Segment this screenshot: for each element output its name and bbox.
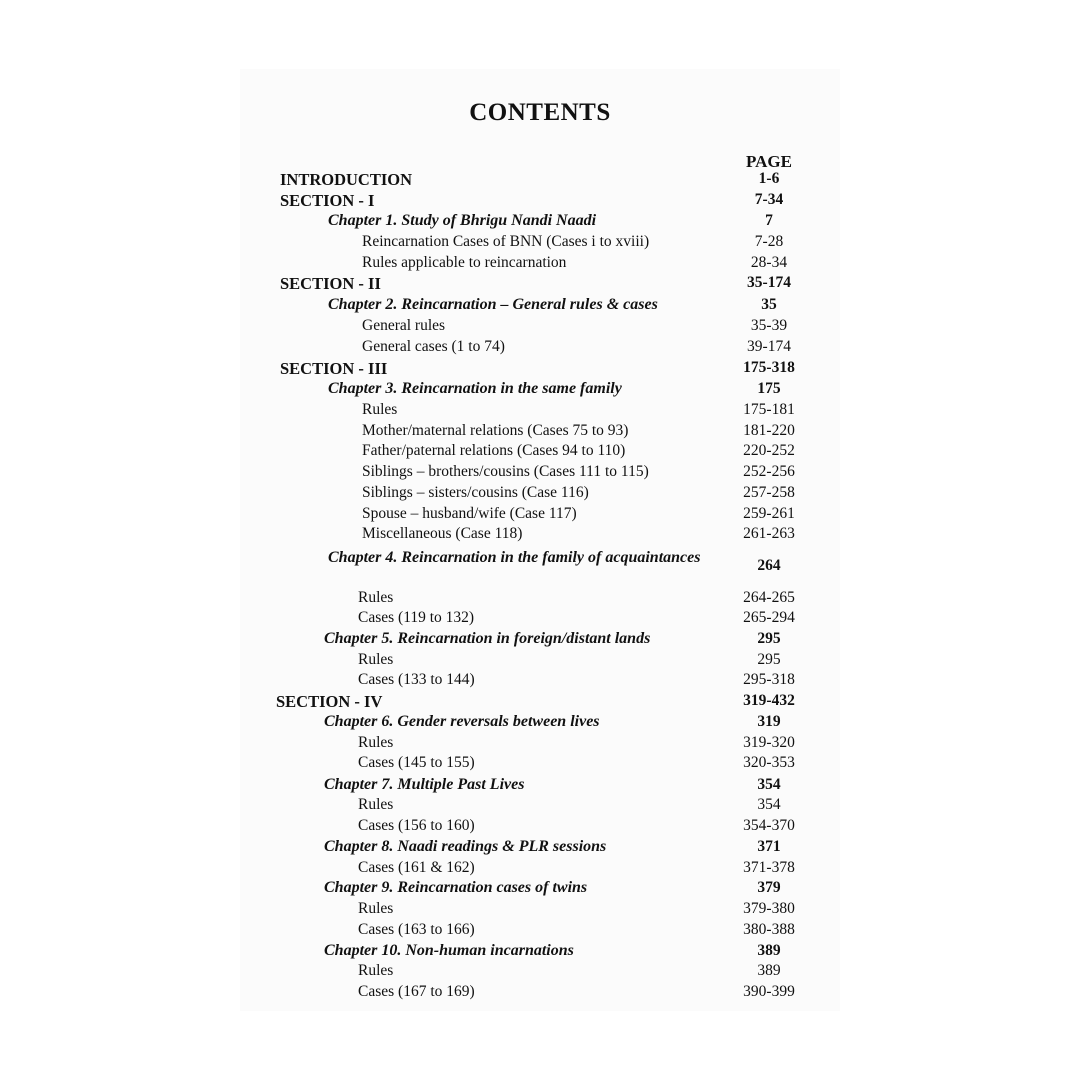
entry-page-number: 265-294 [743, 609, 795, 626]
entry-page-number: 35-39 [750, 317, 788, 334]
entry-label: Chapter 5. Reincarnation in foreign/distant lands [324, 630, 651, 647]
entry-page-number: 39-174 [747, 338, 791, 355]
entry-label: Rules applicable to reincarnation [362, 254, 567, 271]
entry-page-number: 264-265 [743, 589, 795, 606]
entry-page-number: 252-256 [743, 463, 795, 480]
entry-page-number: 354-370 [743, 817, 795, 834]
entry-page-number: 389 [757, 962, 781, 979]
entry-page-number: 1-6 [758, 170, 780, 187]
entry-page-number: 259-261 [743, 505, 795, 522]
entry-page-number: 319-320 [743, 734, 795, 751]
entry-label: Siblings – sisters/cousins (Case 116) [362, 484, 589, 501]
entry-label: Miscellaneous (Case 118) [362, 525, 523, 542]
entry-label: Chapter 9. Reincarnation cases of twins [324, 879, 588, 896]
contents-page [240, 69, 840, 1011]
entry-label: Cases (133 to 144) [358, 671, 475, 688]
entry-label: Chapter 4. Reincarnation in the family of acquaintances [328, 549, 701, 566]
entry-label: Chapter 1. Study of Bhrigu Nandi Naadi [328, 212, 597, 229]
entry-label: Cases (145 to 155) [358, 754, 475, 771]
entry-label: Cases (161 & 162) [358, 859, 475, 876]
entry-label: Cases (156 to 160) [358, 817, 475, 834]
page-column-header: PAGE [746, 152, 792, 171]
entry-label: Chapter 8. Naadi readings & PLR sessions [324, 838, 607, 855]
entry-label: General rules [362, 317, 446, 334]
entry-label: INTRODUCTION [280, 170, 413, 189]
entry-page-number: 354 [757, 776, 781, 793]
entry-label: Rules [358, 734, 394, 751]
entry-page-number: 320-353 [743, 754, 795, 771]
entry-page-number: 257-258 [743, 484, 795, 501]
entry-label: Rules [358, 962, 394, 979]
entry-label: Father/paternal relations (Cases 94 to 110) [362, 442, 626, 459]
entry-page-number: 175-181 [743, 401, 795, 418]
entry-page-number: 175-318 [743, 359, 795, 376]
entry-page-number: 7-34 [754, 191, 784, 208]
entry-label: Cases (167 to 169) [358, 983, 475, 1000]
entry-page-number: 379 [757, 879, 781, 896]
entry-page-number: 175 [757, 380, 781, 397]
entry-label: SECTION - IV [276, 692, 383, 711]
entry-page-number: 380-388 [743, 921, 795, 938]
entry-label: Rules [362, 401, 398, 418]
entry-label: Reincarnation Cases of BNN (Cases i to xviii) [362, 233, 650, 250]
entry-page-number: 264 [757, 557, 781, 574]
entry-label: SECTION - III [280, 359, 388, 378]
entry-label: Chapter 10. Non-human incarnations [324, 942, 574, 959]
entry-page-number: 181-220 [743, 422, 795, 439]
entry-page-number: 389 [757, 942, 781, 959]
entry-page-number: 319 [757, 713, 781, 730]
entry-page-number: 371 [757, 838, 781, 855]
entry-page-number: 28-34 [750, 254, 788, 271]
entry-label: Rules [358, 651, 394, 668]
contents-title: CONTENTS [469, 99, 611, 126]
entry-label: Chapter 7. Multiple Past Lives [324, 776, 525, 793]
entry-page-number: 295-318 [743, 671, 795, 688]
entry-label: Cases (119 to 132) [358, 609, 475, 626]
entry-page-number: 295 [757, 630, 781, 647]
entry-label: Rules [358, 796, 394, 813]
entry-page-number: 35 [761, 296, 777, 313]
entry-label: Chapter 6. Gender reversals between lives [324, 713, 600, 730]
entry-label: Mother/maternal relations (Cases 75 to 93) [362, 422, 629, 439]
entry-label: Spouse – husband/wife (Case 117) [362, 505, 577, 522]
entry-page-number: 379-380 [743, 900, 795, 917]
entry-page-number: 371-378 [743, 859, 795, 876]
entry-page-number: 319-432 [743, 692, 795, 709]
entry-label: SECTION - I [280, 191, 375, 210]
entry-label: General cases (1 to 74) [362, 338, 505, 355]
entry-page-number: 390-399 [743, 983, 795, 1000]
entry-label: Chapter 3. Reincarnation in the same family [328, 380, 622, 397]
entry-page-number: 220-252 [743, 442, 795, 459]
entry-label: Cases (163 to 166) [358, 921, 475, 938]
entry-label: Siblings – brothers/cousins (Cases 111 to 115) [362, 463, 649, 480]
entry-page-number: 295 [757, 651, 781, 668]
entry-page-number: 7-28 [754, 233, 784, 250]
entry-page-number: 261-263 [743, 525, 795, 542]
entry-label: Chapter 2. Reincarnation – General rules & cases [328, 296, 658, 313]
entry-page-number: 354 [757, 796, 781, 813]
entry-label: SECTION - II [280, 274, 381, 293]
entry-label: Rules [358, 900, 394, 917]
entry-page-number: 7 [765, 212, 773, 229]
entry-label: Rules [358, 589, 394, 606]
entry-page-number: 35-174 [747, 274, 791, 291]
